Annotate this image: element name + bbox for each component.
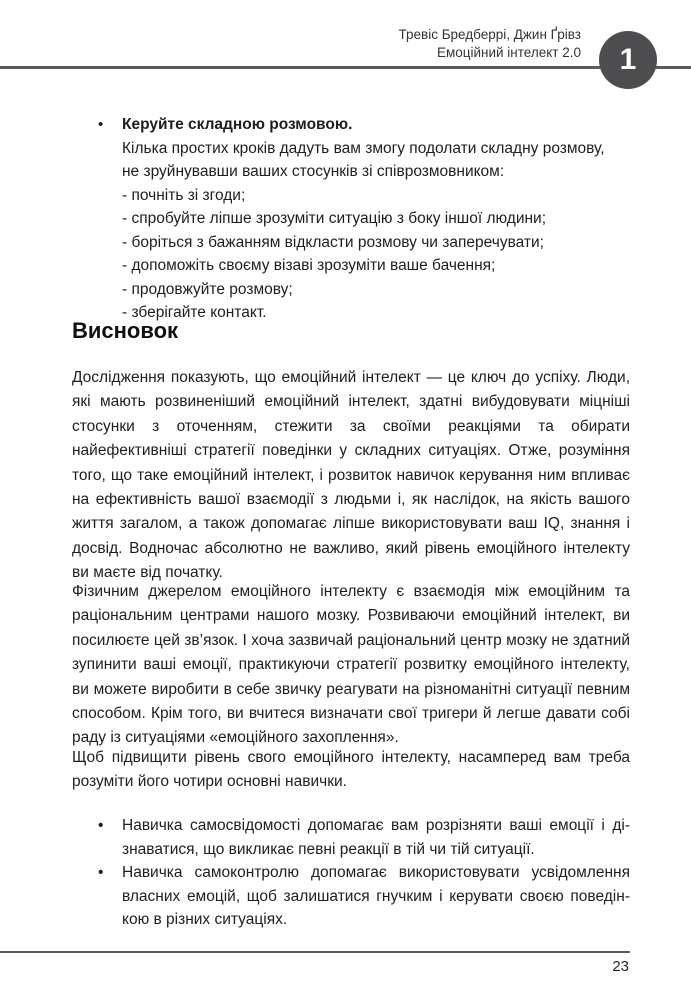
paragraph: Фізичним джерелом емоційного інтелекту є взаємодія між емоційним та раціональним центрами нашого мозку. Розвиваючи емоційний інтелект, ви посилюєте цей зв’язок. І хоча зазвичай раціональний центр мозку не здатний зупинити ваші емоції, практикуючи стратегії розвитку емоційного інтелекту, ви можете виробити в себе звичку реагувати на різноманітні ситуації певним способом. Крім того, ви вчитеся визначати свої тригери й легше давати собі раду із ситуаціями «емоційного захоплення». (72, 583, 630, 747)
bullet-icon: • (98, 116, 104, 133)
chapter-number-badge: 1 (599, 31, 657, 89)
bullet-icon: • (98, 864, 104, 881)
list-item-text: Навичка самоконтролю допомагає використовувати усвідомлення власних емоцій, щоб залишатися гнучким і керувати своєю поведінкою в різних ситуаціях. (122, 864, 630, 928)
paragraph: Щоб підвищити рівень свого емоційного інтелекту, насамперед вам треба розуміти його чотири основні навички. (72, 749, 630, 791)
tip-step: - допоможіть своєму візаві зрозуміти ваше бачення; (122, 257, 496, 274)
header-authors: Тревіс Бредберрі, Джин Ґрівз (398, 27, 581, 42)
skills-list (100, 814, 630, 932)
footer-divider (0, 951, 630, 953)
tip-step: - почніть зі згоди; (122, 186, 246, 204)
paragraph: Дослідження показують, що емоційний інтелект — це ключ до успіху. Люди, які мають розвиненіший емоційний інтелект, здатні вибудовувати міцніші стосунки з оточенням, стежити за своїми реакціями та обирати найефективніші стратегії поведінки у складних ситуаціях. Отже, розуміння того, що таке емоційний інтелект, і розвиток навичок керування ним впливає на ефективність вашої взаємодії з людьми і, як наслідок, на якість вашого життя загалом, а також допомагає ліпше використовувати ваш IQ, знання і досвід. Водночас абсолютно не важливо, який рівень емоційного інтелекту ви маєте від початку. (72, 369, 630, 582)
tip-intro-line: Кілька простих кроків дадуть вам змогу подолати складну розмову, (122, 139, 605, 157)
list-item-text: Навичка самосвідомості допомагає вам розрізняти ваші емоції і дізнаватися, що викликає певні реакції в тій чи тій ситуації. (122, 817, 630, 858)
tip-step: - спробуйте ліпше зрозуміти ситуацію з боку іншої людини; (122, 210, 547, 227)
page-number: 23 (612, 958, 629, 975)
tip-step: - продовжуйте розмову; (122, 280, 293, 298)
header-divider (0, 66, 691, 69)
bullet-icon: • (98, 817, 104, 834)
tip-body (122, 137, 640, 325)
list-item (100, 861, 630, 932)
tip-step: - боріться з бажанням відкласти розмову чи заперечувати; (122, 233, 544, 251)
running-header (399, 26, 581, 62)
tip-bullet (100, 113, 640, 325)
tip-intro-line: не зруйнувавши ваших стосунків зі співрозмовником: (122, 163, 505, 180)
tip-step: - зберігайте контакт. (122, 304, 267, 321)
list-item (100, 814, 630, 861)
header-book-title: Емоційний інтелект 2.0 (436, 45, 581, 60)
tip-title: Керуйте складною розмовою. (122, 116, 353, 133)
section-heading: Висновок (72, 318, 179, 343)
